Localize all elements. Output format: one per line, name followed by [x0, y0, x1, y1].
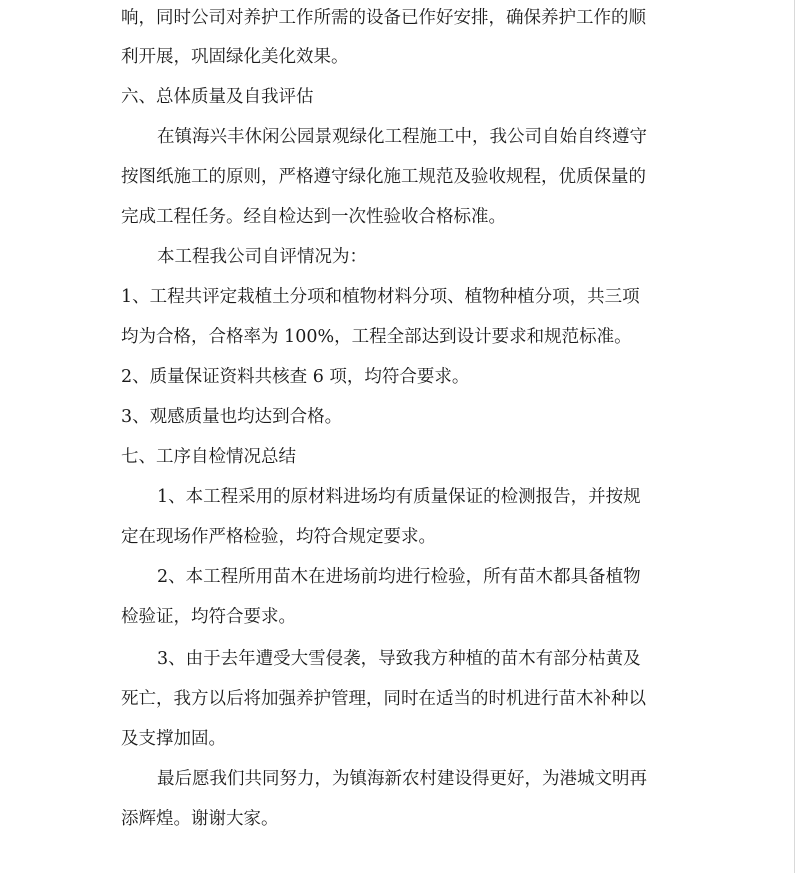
section-heading-seven: 七、工序自检情况总结 — [121, 447, 296, 467]
list-item-line: 及支撑加固。 — [121, 729, 226, 749]
list-item-line: 1、工程共评定栽植土分项和植物材料分项、植物种植分项，共三项 — [121, 287, 640, 307]
list-item-line: 2、本工程所用苗木在进场前均进行检验，所有苗木都具备植物 — [157, 567, 641, 587]
paragraph-line: 完成工程任务。经自检达到一次性验收合格标准。 — [121, 207, 506, 227]
paragraph-line: 响，同时公司对养护工作所需的设备已作好安排，确保养护工作的顺 — [121, 8, 646, 28]
list-item-line: 2、质量保证资料共核查 6 项，均符合要求。 — [121, 367, 470, 387]
list-item-line: 定在现场作严格检验，均符合规定要求。 — [121, 527, 436, 547]
paragraph-line: 添辉煌。谢谢大家。 — [121, 809, 279, 829]
list-item-line: 均为合格，合格率为 100%，工程全部达到设计要求和规范标准。 — [121, 327, 632, 347]
paragraph-line: 最后愿我们共同努力，为镇海新农村建设得更好，为港城文明再 — [157, 769, 647, 789]
paragraph-line: 本工程我公司自评情况为： — [157, 247, 367, 267]
list-item-line: 检验证，均符合要求。 — [121, 607, 296, 627]
section-heading-six: 六、总体质量及自我评估 — [121, 87, 314, 107]
list-item-line: 死亡，我方以后将加强养护管理，同时在适当的时机进行苗木补种以 — [121, 689, 646, 709]
list-item-line: 3、由于去年遭受大雪侵袭，导致我方种植的苗木有部分枯黄及 — [157, 649, 641, 669]
list-item-line: 1、本工程采用的原材料进场均有质量保证的检测报告，并按规 — [157, 487, 641, 507]
list-item-line: 3、观感质量也均达到合格。 — [121, 407, 343, 427]
paragraph-line: 在镇海兴丰休闲公园景观绿化工程施工中，我公司自始自终遵守 — [157, 127, 647, 147]
paragraph-line: 利开展，巩固绿化美化效果。 — [121, 47, 349, 67]
paragraph-line: 按图纸施工的原则，严格遵守绿化施工规范及验收规程，优质保量的 — [121, 167, 646, 187]
